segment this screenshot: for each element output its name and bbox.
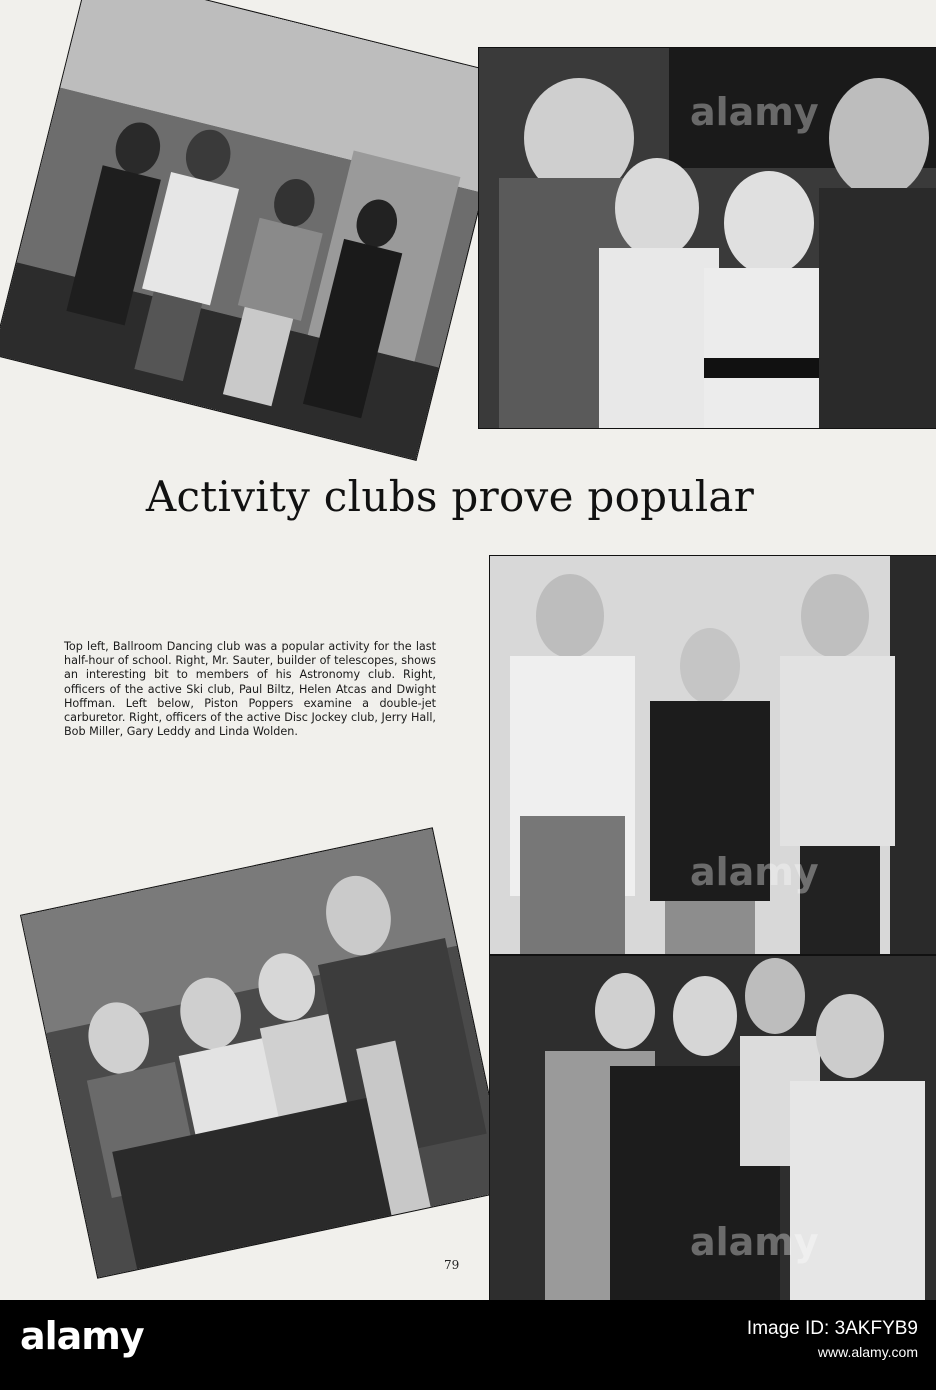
photo-disc-jockey-club (490, 956, 936, 1300)
page-headline: Activity clubs prove popular (145, 472, 755, 521)
photo-astronomy-club (479, 48, 936, 428)
photo-caption: Top left, Ballroom Dancing club was a popular activity for the last half-hour of school. Right, Mr. Sauter, builder of telescopes, shows an interesting bit to members of his Astronomy club. Right, officers of the active Ski club, Paul Biltz, Helen Atcas and Dwight Hoffman. Left below, Piston Poppers examine a double-jet carburetor. Right, officers of the active Disc Jockey club, Jerry Hall, Bob Miller, Gary Leddy and Linda Wolden. (64, 640, 436, 739)
page-number: 79 (444, 1258, 460, 1272)
photo-ballroom-dancing (0, 0, 511, 460)
watermark-overlay: alamy (690, 1220, 819, 1264)
image-meta (747, 1318, 918, 1360)
alamy-logo: alamy (20, 1314, 144, 1358)
site-url: www.alamy.com (817, 1344, 918, 1360)
photo-piston-poppers (21, 828, 509, 1277)
watermark-overlay: alamy (690, 90, 819, 134)
photo-ski-club-officers (490, 556, 936, 954)
watermark-overlay: alamy (690, 850, 819, 894)
image-id: Image ID: 3AKFYB9 (746, 1318, 918, 1339)
